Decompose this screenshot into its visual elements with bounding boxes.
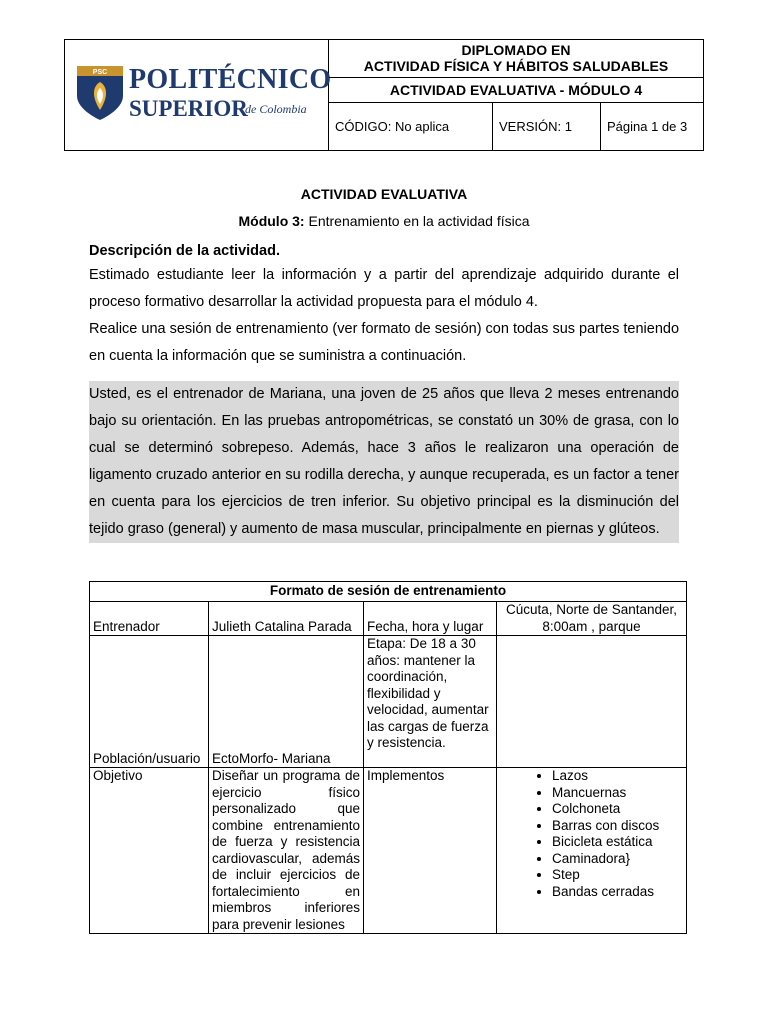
page-cell: Página 1 de 3 (607, 119, 688, 134)
objective-value: Diseñar un programa de ejercicio físico personalizado que combine entrenamiento de fuerza y resistencia cardiovascular, además de incluir ejercicios de fortalecimiento en miembros inferiores para prevenir lesiones (209, 768, 364, 934)
implements-cell (497, 768, 687, 934)
activity-title: ACTIVIDAD EVALUATIVA - MÓDULO 4 (329, 78, 703, 103)
datetime-value: Cúcuta, Norte de Santander, 8:00am , parque (497, 602, 687, 636)
paragraph-task: Realice una sesión de entrenamiento (ver formato de sesión) con todas sus partes teniendo en cuenta la información que se suministra a continuación. (89, 321, 680, 364)
description-heading: Descripción de la actividad. (89, 243, 280, 259)
implement-item: • Bicicleta estática (552, 834, 683, 851)
session-format-table (89, 581, 687, 934)
case-study: Usted, es el entrenador de Mariana, una joven de 25 años que lleva 2 meses entrenando bajo su orientación. En las pruebas antropométricas, se constató un 30% de grasa, con lo cual se determinó sobrepeso. Además, hace 3 años le realizaron una operación de ligamento cruzado anterior en su rodilla derecha, y aunque recuperada, es un factor a tener en cuenta para los ejercicios de tren inferior. Su objetivo principal es la disminución del tejido graso (general) y aumento de masa muscular, principalmente en piernas y glúteos. (89, 381, 679, 543)
logo-line1: POLITÉCNICO (129, 64, 332, 95)
stage-cell: Etapa: De 18 a 30 años: mantener la coordinación, flexibilidad y velocidad, aumentar las cargas de fuerza y resistencia. (364, 636, 497, 768)
implement-item: • Colchoneta (552, 801, 683, 818)
population-value: EctoMorfo- Mariana (209, 636, 364, 768)
implement-item: • Mancuernas (552, 785, 683, 802)
implement-item: • Caminadora} (552, 851, 683, 868)
implement-item: • Step (552, 867, 683, 884)
version-cell: VERSIÓN: 1 (493, 103, 601, 150)
program-line2: ACTIVIDAD FÍSICA Y HÁBITOS SALUDABLES (363, 58, 669, 74)
implement-item: • Lazos (552, 768, 683, 785)
document-header (64, 39, 704, 151)
shield-logo-icon (77, 66, 123, 120)
population-label: Población/usuario (90, 636, 209, 768)
program-title (329, 40, 703, 78)
program-line1: DIPLOMADO EN (461, 42, 571, 58)
logo (65, 40, 332, 150)
stage-empty-cell (497, 636, 687, 768)
datetime-label: Fecha, hora y lugar (364, 602, 497, 636)
header-meta (329, 103, 703, 150)
module-subtitle (0, 213, 768, 229)
module-label: Módulo 3: (238, 213, 305, 229)
trainer-value: Julieth Catalina Parada (209, 602, 364, 636)
implements-label: Implementos (364, 768, 497, 934)
code-cell: CÓDIGO: No aplica (329, 103, 493, 150)
implement-item: • Bandas cerradas (552, 884, 683, 901)
logo-line2: SUPERIOR (129, 96, 248, 121)
implement-item: • Barras con discos (552, 818, 683, 835)
logo-line3: de Colombia (245, 102, 307, 116)
module-name: Entrenamiento en la actividad física (304, 213, 530, 229)
session-table-heading: Formato de sesión de entrenamiento (90, 582, 687, 602)
implements-list (500, 768, 683, 900)
paragraph-instructions: Estimado estudiante leer la información y a partir del aprendizaje adquirido durante el proceso formativo desarrollar la actividad propuesta para el módulo 4. (89, 267, 679, 310)
trainer-label: Entrenador (90, 602, 209, 636)
page-title: ACTIVIDAD EVALUATIVA (300, 186, 468, 202)
objective-label: Objetivo (90, 768, 209, 934)
logo-badge: PSC (92, 69, 108, 76)
